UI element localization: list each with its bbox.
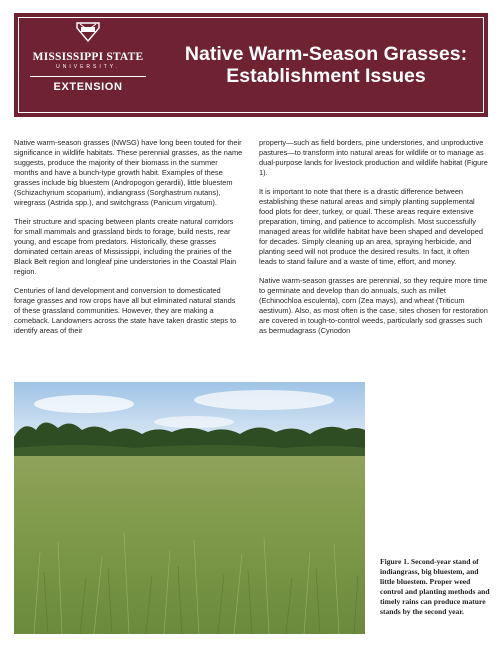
paragraph: Native warm-season grasses (NWSG) have long been touted for their significance in wildlife habitats. These perennial grasses, as the name suggests, produce the majority of their biomass in the summer months and have a bunch-type growth habit. Examples of these grasses include big bluestem (Andropogon gerardii), little bluestem (Schizachyrium scoparium), indiangrass (Sorghastrum nutans), wiregrass (Astrida spp.), and switchgrass (Panicum virgatum). bbox=[14, 138, 243, 207]
paragraph: Centuries of land development and conversion to domesticated forage grasses and row crops have all but eliminated natural stands of these grassland communities. However, they are making a comeback. Landowners across the state have taken drastic steps to identify areas of their bbox=[14, 286, 237, 335]
page-title bbox=[164, 43, 488, 87]
logo-divider bbox=[30, 76, 146, 77]
paragraph: It is important to note that there is a drastic difference between establishing these natural areas and simply planting supplemental food plots for deer, turkey, or quail. These areas require extensive preparation, timing, and patience to accomplish. Most successfully managed areas for wildlife habitat have been shaped and developed for decades. Simply cleaning up an area, spraying herbicide, and planting seed will not produce the desired results. In fact, it often leads to stand failure and a waste of time, effort, and money. bbox=[259, 187, 483, 266]
left-column bbox=[14, 138, 243, 345]
logo-extension: EXTENSION bbox=[53, 81, 123, 93]
figure-caption: Figure 1. Second-year stand of indiangrass, big bluestem, and little bluestem. Proper weed control and planting methods and timely rains can produce mature stands by the second year. bbox=[380, 557, 490, 616]
paragraph: property—such as field borders, pine understories, and unproductive pastures—to transform into natural areas for wildlife or to manage as dual-purpose lands for livestock production and wildlife habitat (Figure 1). bbox=[259, 138, 488, 177]
msu-extension-logo bbox=[28, 21, 148, 93]
state-seal-icon bbox=[75, 21, 101, 43]
logo-university-sub: UNIVERSITY. bbox=[56, 64, 120, 70]
paragraph: Native warm-season grasses are perennial, so they require more time to germinate and develop than do annuals, such as millet (Echinochloa esculenta), corn (Zea mays), and wheat (Triticum aestivum). Also, as most often is the case, sites chosen for restoration are covered in tough-to-control weeds, particularly sod grasses such as bermudagrass (Cynodon bbox=[259, 276, 488, 335]
paragraph: Their structure and spacing between plants create natural corridors for small mammals and grassland birds to forage, build nests, rear young, and escape from predators. Historically, these grasses dominated certain areas of Mississippi, including the prairies of the Black Belt region and longleaf pine understories in the Coastal Plain region. bbox=[14, 217, 237, 276]
header-banner bbox=[14, 13, 488, 117]
grass-field-photo bbox=[14, 382, 365, 634]
title-line-2: Establishment Issues bbox=[226, 65, 426, 87]
right-column bbox=[259, 138, 488, 345]
title-line-1: Native Warm-Season Grasses: bbox=[184, 43, 468, 65]
photo-illustration bbox=[14, 382, 365, 634]
logo-university-name: MISSISSIPPI STATE bbox=[32, 51, 144, 63]
